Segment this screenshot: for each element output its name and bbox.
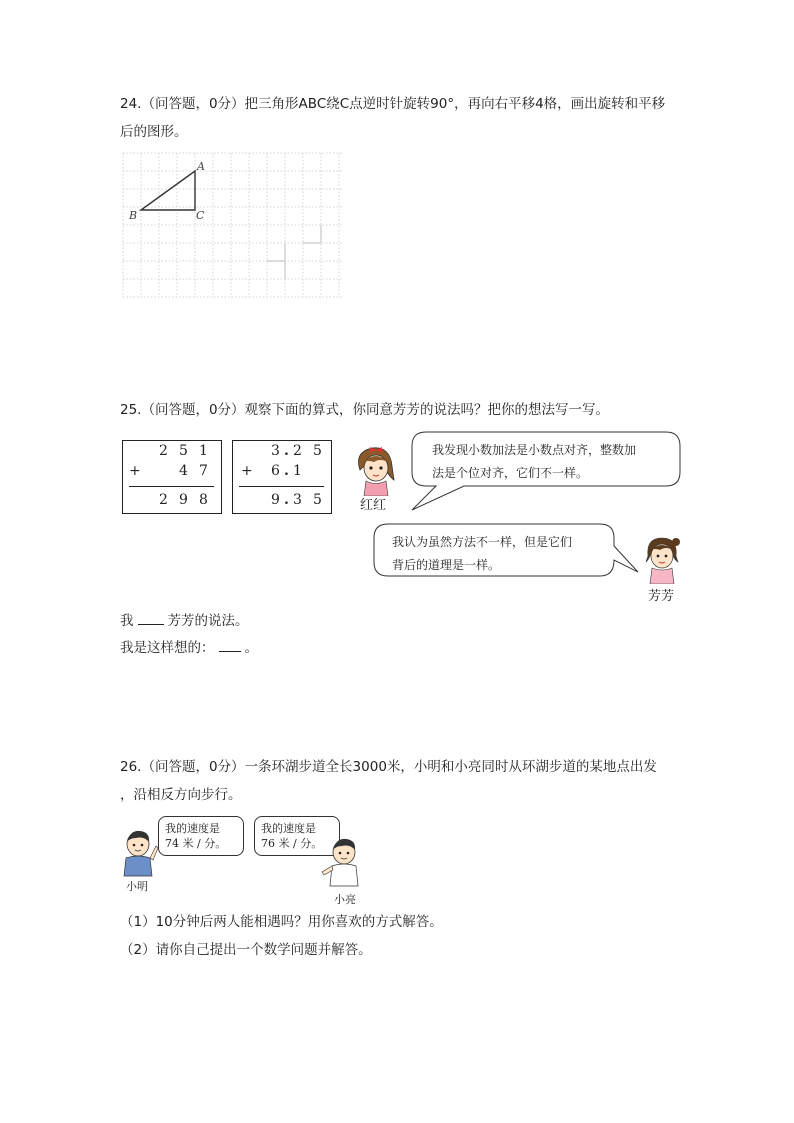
answer-suffix: 芳芳的说法。 [167, 613, 249, 629]
honghong-bubble-text [432, 439, 672, 485]
xiaoming-speech-bubble [158, 816, 244, 856]
label-a: A [197, 160, 205, 173]
digit: 7 [199, 463, 208, 479]
q24-line1: 24.（问答题，0分）把三角形ABC绕C点逆时针旋转90°，再向右平移4格，画出旋转和平移 [120, 96, 666, 112]
triangle-abc [141, 171, 195, 210]
plus-sign: + [241, 463, 253, 479]
xiaoming-name: 小明 [126, 880, 148, 893]
bubble-line: 74 米 / 分。 [165, 837, 227, 850]
sum-line [239, 486, 324, 487]
addition-integer-box [122, 440, 222, 514]
digit: 9 [179, 492, 188, 508]
decimal-point: . [284, 443, 289, 459]
reason-blank[interactable] [219, 638, 241, 652]
digit: 2 [159, 492, 168, 508]
fangfang-avatar [638, 532, 686, 584]
bubble-line: 我的速度是 [165, 822, 220, 835]
decimal-point: . [284, 492, 289, 508]
xiaoliang-name: 小亮 [334, 893, 356, 906]
q26-subquestions [120, 908, 680, 964]
plus-sign: + [129, 463, 141, 479]
digit: 5 [179, 443, 188, 459]
answer-suffix: 。 [244, 640, 258, 656]
sum-line [129, 486, 214, 487]
q24-grid-figure [120, 150, 344, 302]
grid-artifacts [267, 225, 321, 279]
q25-answer-line2 [120, 634, 258, 662]
bubble-line: 背后的道理是一样。 [392, 558, 501, 572]
digit: 5 [313, 443, 322, 459]
bubble-line: 76 米 / 分。 [261, 837, 323, 850]
fangfang-bubble-text [392, 531, 622, 577]
q24-text [120, 90, 680, 146]
digit: 1 [293, 463, 302, 479]
honghong-avatar [350, 440, 402, 496]
label-b: B [129, 209, 138, 222]
digit: 6 [271, 463, 280, 479]
digit: 4 [179, 463, 188, 479]
digit: 2 [159, 443, 168, 459]
bubble-line: 我的速度是 [261, 822, 316, 835]
q24-line2: 后的图形。 [120, 124, 188, 140]
digit: 8 [199, 492, 208, 508]
digit: 2 [293, 443, 302, 459]
digit: 3 [293, 492, 302, 508]
q26-line1: 26.（问答题，0分）一条环湖步道全长3000米，小明和小亮同时从环湖步道的某地点出发 [120, 759, 657, 775]
digit: 5 [313, 492, 322, 508]
addition-decimal-box [232, 440, 332, 514]
xiaoliang-avatar [318, 836, 366, 888]
q26-line2: ，沿相反方向步行。 [120, 787, 242, 803]
digit: 1 [199, 443, 208, 459]
q26-sub2: （2）请你自己提出一个数学问题并解答。 [120, 942, 372, 958]
fangfang-name: 芳芳 [648, 589, 675, 604]
bubble-line: 我认为虽然方法不一样，但是它们 [392, 535, 573, 549]
q26-text [120, 753, 700, 809]
answer-prefix: 我是这样想的： [120, 640, 215, 656]
digit: 3 [271, 443, 280, 459]
agree-blank[interactable] [138, 611, 164, 625]
q25-text: 25.（问答题，0分）观察下面的算式，你同意芳芳的说法吗？把你的想法写一写。 [120, 402, 610, 418]
bubble-line: 法是个位对齐，它们不一样。 [432, 466, 589, 480]
label-c: C [196, 209, 205, 222]
grid-lines [123, 153, 342, 297]
digit: 9 [271, 492, 280, 508]
bubble-line: 我发现小数加法是小数点对齐，整数加 [432, 443, 637, 457]
q26-sub1: （1）10分钟后两人能相遇吗？用你喜欢的方式解答。 [120, 914, 443, 930]
answer-prefix: 我 [120, 613, 134, 629]
decimal-point: . [284, 463, 289, 479]
xiaoming-avatar [120, 828, 160, 878]
honghong-name: 红红 [360, 498, 387, 513]
q25-answer-line1 [120, 607, 249, 635]
